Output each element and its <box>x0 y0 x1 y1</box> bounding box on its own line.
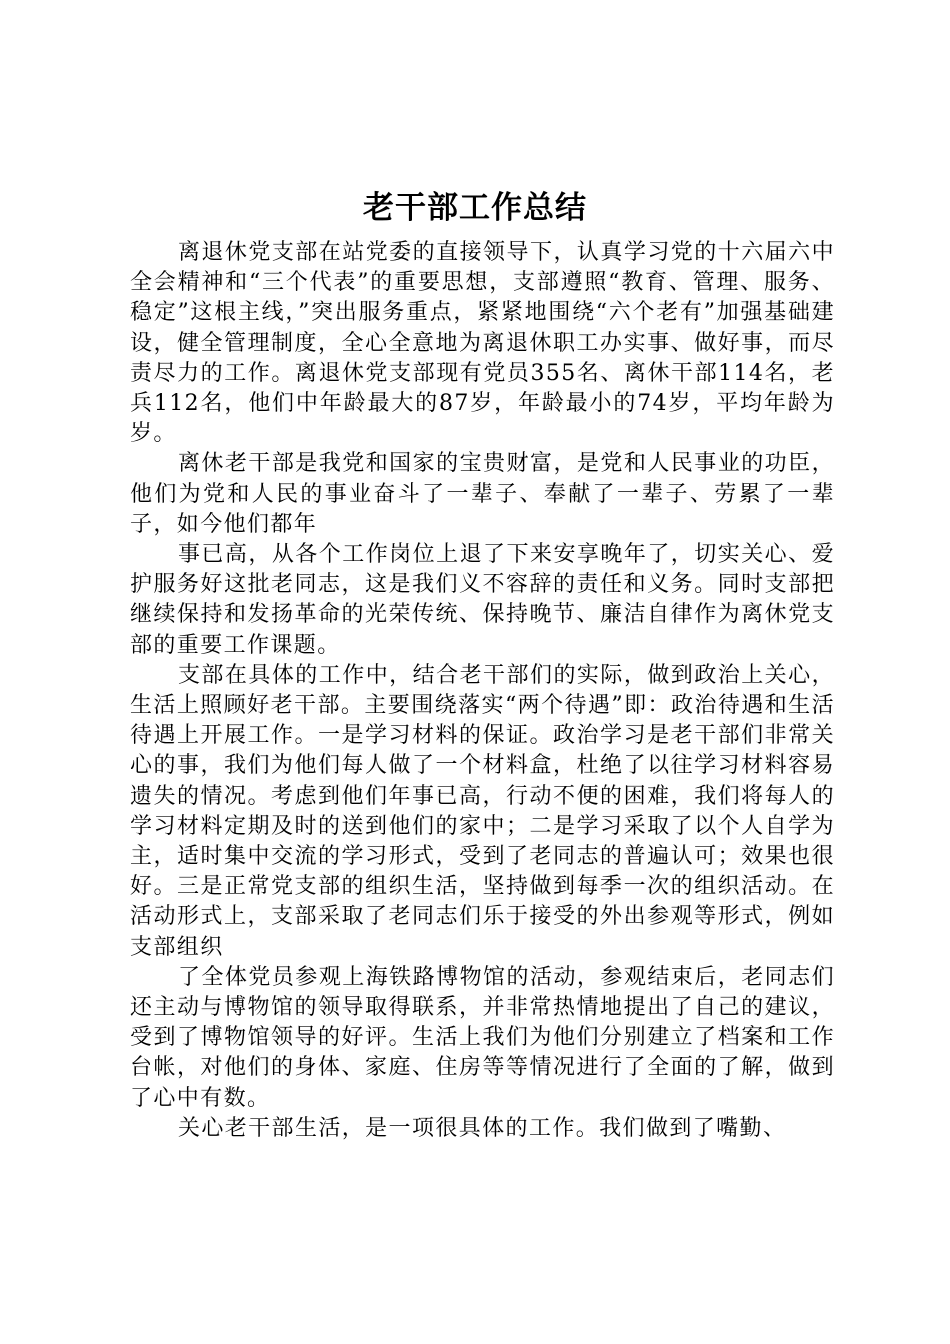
document-body <box>130 238 835 1144</box>
paragraph: 支部在具体的工作中，结合老干部们的实际，做到政治上关心，生活上照顾好老干部。主要围绕落实“两个待遇”即：政治待遇和生活待遇上开展工作。一是学习材料的保证。政治学习是老干部们非常关心的事，我们为他们每人做了一个材料盒，杜绝了以往学习材料容易遗失的情况。考虑到他们年事已高，行动不便的困难，我们将每人的学习材料定期及时的送到他们的家中；二是学习采取了以个人自学为主，适时集中交流的学习形式，受到了老同志的普遍认可；效果也很好。三是正常党支部的组织生活，坚持做到每季一次的组织活动。在活动形式上，支部采取了老同志们乐于接受的外出参观等形式，例如支部组织 <box>130 662 835 960</box>
paragraph: 离退休党支部在站党委的直接领导下，认真学习党的十六届六中全会精神和“三个代表”的重要思想，支部遵照“教育、管理、服务、稳定”这根主线，”突出服务重点，紧紧地围绕“六个老有”加强基础建设，健全管理制度，全心全意地为离退休职工办实事、做好事，而尽责尽力的工作。离退休党支部现有党员355名、离休干部114名，老兵112名，他们中年龄最大的87岁，年龄最小的74岁，平均年龄为岁。 <box>130 240 835 447</box>
paragraph: 关心老干部生活，是一项很具体的工作。我们做到了嘴勤、 <box>177 1115 787 1141</box>
document-title: 老干部工作总结 <box>363 190 587 226</box>
paragraph: 事已高，从各个工作岗位上退了下来安享晚年了，切实关心、爱护服务好这批老同志，这是我们义不容辞的责任和义务。同时支部把继续保持和发扬革命的光荣传统、保持晚节、廉洁自律作为离休党支部的重要工作课题。 <box>130 542 835 658</box>
paragraph: 离休老干部是我党和国家的宝贵财富，是党和人民事业的功臣，他们为党和人民的事业奋斗了一辈子、奉献了一辈子、劳累了一辈子，如今他们都年 <box>130 451 835 537</box>
paragraph: 了全体党员参观上海铁路博物馆的活动，参观结束后，老同志们还主动与博物馆的领导取得联系，并非常热情地提出了自己的建议，受到了博物馆领导的好评。生活上我们为他们分别建立了档案和工作台帐，对他们的身体、家庭、住房等等情况进行了全面的了解，做到了心中有数。 <box>130 964 835 1111</box>
